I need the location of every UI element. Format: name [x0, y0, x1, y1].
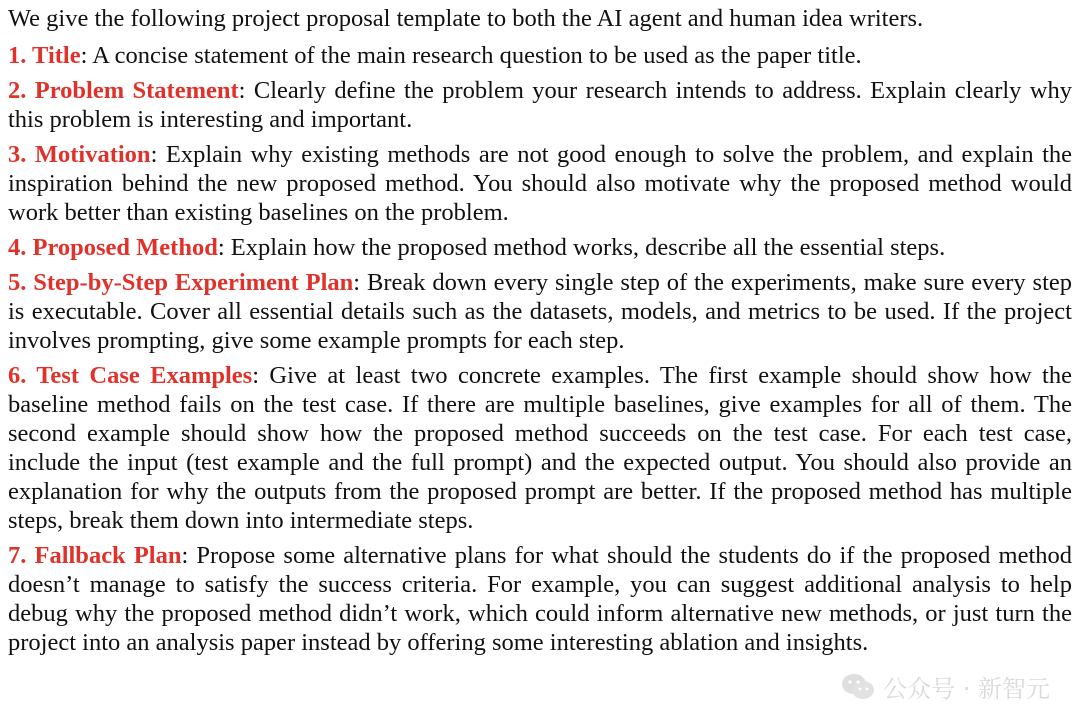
item-label: 2. Problem Statement — [8, 77, 239, 104]
template-item-test-case-examples — [8, 361, 1072, 535]
template-item-proposed-method — [8, 233, 1072, 262]
item-text: : Propose some alternative plans for what should the students do if the proposed method doesn’t manage to satisfy the success criteria. For example, you can suggest additional analysis to help debug why the proposed method didn’t work, which could inform alternative new methods, or just turn the project into an analysis paper instead by offering some interesting ablation and insights. — [8, 542, 1072, 656]
item-label: 7. Fallback Plan — [8, 542, 182, 569]
item-text: : Give at least two concrete examples. The first example should show how the baseline method fails on the test case. If there are multiple baselines, give examples for all of them. The second example should show how the proposed method succeeds on the test case. For each test case, include the input (test example and the full prompt) and the expected output. You should also provide an explanation for why the outputs from the proposed prompt are better. If the proposed method has multiple steps, break them down into intermediate steps. — [8, 362, 1072, 534]
watermark-text: 公众号 · 新智元 — [883, 675, 1050, 703]
item-text: : Explain how the proposed method works, describe all the essential steps. — [217, 234, 946, 261]
item-text: : Break down every single step of the experiments, make sure every step is executable. Cover all essential details such as the datasets, models, and metrics to be used. If the project involves prompting, give some example prompts for each step. — [8, 269, 1072, 354]
template-item-title — [8, 41, 1072, 70]
item-label: 5. Step-by-Step Experiment Plan — [8, 269, 354, 296]
item-label: 6. Test Case Examples — [8, 362, 253, 389]
item-label: 1. Title — [8, 42, 81, 69]
template-item-problem-statement — [8, 76, 1072, 134]
watermark — [841, 669, 1050, 704]
item-text: : Clearly define the problem your research intends to address. Explain clearly why this problem is interesting and important. — [8, 77, 1072, 133]
item-text: : A concise statement of the main research question to be used as the paper title. — [80, 42, 862, 69]
item-text: : Explain why existing methods are not good enough to solve the problem, and explain the inspiration behind the new proposed method. You should also motivate why the proposed method would work better than existing baselines on the problem. — [8, 141, 1072, 226]
intro-text: We give the following project proposal template to both the AI agent and human idea writers. — [8, 5, 924, 32]
template-item-motivation — [8, 140, 1072, 227]
template-item-experiment-plan — [8, 268, 1072, 355]
template-item-fallback-plan — [8, 541, 1072, 657]
document — [8, 4, 1072, 663]
item-label: 4. Proposed Method — [8, 234, 218, 261]
wechat-icon — [841, 673, 875, 701]
item-label: 3. Motivation — [8, 141, 151, 168]
